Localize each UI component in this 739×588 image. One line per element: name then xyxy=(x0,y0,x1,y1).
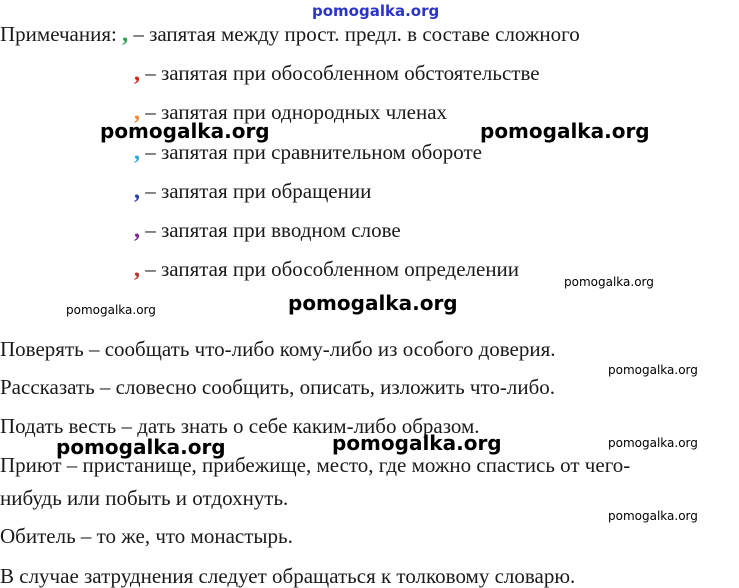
watermark: pomogalka.org xyxy=(332,431,502,455)
definition-line: В случае затруднения следует обращаться к толковому словарю. xyxy=(0,564,576,588)
note-text: – запятая при сравнительном обороте xyxy=(140,140,482,164)
comma-glyph: , xyxy=(122,21,129,47)
note-text: – запятая между прост. предл. в составе сложного xyxy=(128,22,580,46)
definition-line: нибудь или побыть и отдохнуть. xyxy=(0,486,289,510)
definition-line: Обитель – то же, что монастырь. xyxy=(0,524,293,548)
comma-glyph: , xyxy=(134,139,140,165)
watermark-small: pomogalka.org xyxy=(66,303,156,317)
notes-first-line xyxy=(0,22,580,46)
note-text: – запятая при обособленном определении xyxy=(140,257,520,281)
comma-glyph: , xyxy=(134,256,140,282)
comma-glyph: , xyxy=(134,217,140,243)
comma-glyph: , xyxy=(134,60,140,86)
definition-line: Подать весть – дать знать о себе каким-либо образом. xyxy=(0,414,480,438)
definition-line: Рассказать – словесно сообщить, описать, изложить что-либо. xyxy=(0,375,556,399)
note-item xyxy=(134,218,401,242)
watermark: pomogalka.org xyxy=(56,435,226,459)
watermark: pomogalka.org xyxy=(480,119,650,143)
comma-glyph: , xyxy=(134,99,140,125)
watermark-small: pomogalka.org xyxy=(608,436,698,450)
watermark-top: pomogalka.org xyxy=(312,2,440,20)
note-item xyxy=(134,140,482,164)
note-text: – запятая при вводном слове xyxy=(140,218,401,242)
definition-line: Поверять – сообщать что-либо кому-либо из особого доверия. xyxy=(0,337,556,361)
note-text: – запятая при обращении xyxy=(140,179,372,203)
note-text: – запятая при обособленном обстоятельстве xyxy=(140,61,540,85)
notes-label: Примечания: xyxy=(0,22,117,46)
note-text: – запятая при однородных членах xyxy=(140,100,448,124)
definition-line: Приют – пристанище, прибежище, место, где можно спастись от чего- xyxy=(0,453,631,477)
note-item xyxy=(134,61,540,85)
watermark: pomogalka.org xyxy=(288,291,458,315)
watermark-small: pomogalka.org xyxy=(608,363,698,377)
comma-glyph: , xyxy=(134,178,140,204)
note-item xyxy=(134,257,519,281)
watermark: pomogalka.org xyxy=(100,119,270,143)
watermark-small: pomogalka.org xyxy=(608,509,698,523)
watermark-small: pomogalka.org xyxy=(564,275,654,289)
note-item xyxy=(134,179,371,203)
